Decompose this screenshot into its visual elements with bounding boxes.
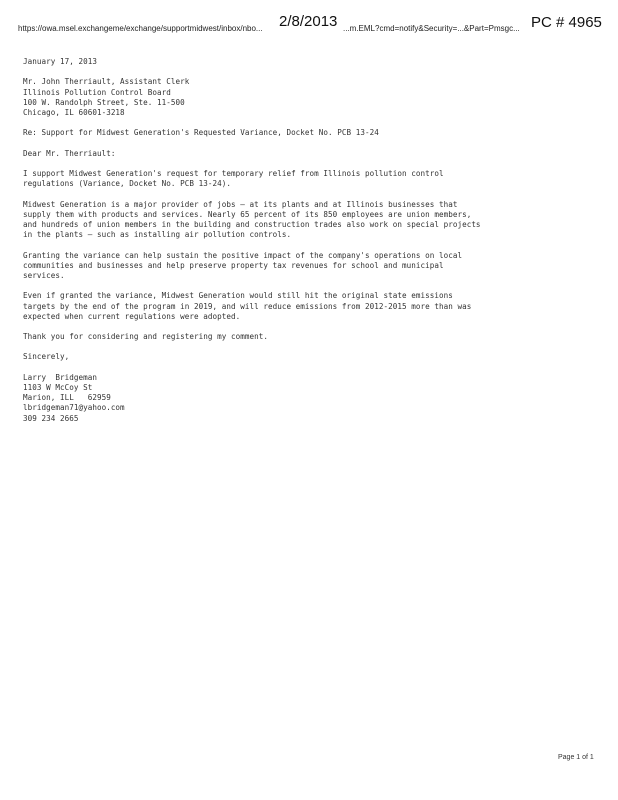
letter-date: January 17, 2013 <box>23 57 97 66</box>
paragraph-line: in the plants – such as installing air pollution controls. <box>23 230 292 240</box>
paragraph-line: Midwest Generation is a major provider of jobs – at its plants and at Illinois businesses that <box>23 199 458 209</box>
signature-email: lbridgeman71@yahoo.com <box>23 403 125 413</box>
paragraph-line: expected when current regulations were adopted. <box>23 311 241 321</box>
paragraph <box>23 251 583 282</box>
signature-city: Marion, ILL 62959 <box>23 393 111 403</box>
paragraph-line: Thank you for considering and registering my comment. <box>23 332 268 342</box>
paragraph-line: regulations (Variance, Docket No. PCB 13-24). <box>23 179 231 189</box>
print-url-left: https://owa.msel.exchangeme/exchange/supportmidwest/inbox/nbo... <box>18 24 263 33</box>
paragraph-line: targets by the end of the program in 2019, and will reduce emissions from 2012-2015 more than was <box>23 301 472 311</box>
signature-block <box>23 373 583 424</box>
paragraph-line: Granting the variance can help sustain the positive impact of the company's operations on local <box>23 250 463 260</box>
recipient-line: Chicago, IL 60601-3218 <box>23 107 125 117</box>
pc-number-stamp: PC # 4965 <box>531 14 602 31</box>
paragraph-line: Even if granted the variance, Midwest Generation would still hit the original state emissions <box>23 291 453 301</box>
paragraph <box>23 332 583 342</box>
closing: Sincerely, <box>23 352 70 362</box>
signature-phone: 309 234 2665 <box>23 413 79 423</box>
paragraph-line: services. <box>23 270 65 280</box>
recipient-line: Illinois Pollution Control Board <box>23 87 171 97</box>
paragraph-line: supply them with products and services. Nearly 65 percent of its 850 employees are union members, <box>23 209 472 219</box>
recipient-line: Mr. John Therriault, Assistant Clerk <box>23 77 190 87</box>
recipient-block <box>23 77 583 118</box>
paragraph-line: I support Midwest Generation's request for temporary relief from Illinois pollution control <box>23 169 444 179</box>
paragraph <box>23 291 583 322</box>
paragraph <box>23 169 583 189</box>
signature-name: Larry Bridgeman <box>23 372 97 382</box>
subject-line: Re: Support for Midwest Generation's Requested Variance, Docket No. PCB 13-24 <box>23 128 379 138</box>
print-url-right: ...m.EML?cmd=notify&Security=...&Part=Pmsgc... <box>343 24 520 33</box>
salutation: Dear Mr. Therriault: <box>23 148 116 158</box>
paragraph-line: and hundreds of union members in the building and construction trades also work on special projects <box>23 220 481 229</box>
page-number: Page 1 of 1 <box>558 754 594 761</box>
paragraph-line: communities and businesses and help preserve property tax revenues for school and municipal <box>23 260 444 270</box>
letter-body <box>23 57 583 424</box>
paragraph <box>23 200 583 241</box>
signature-address: 1103 W McCoy St <box>23 383 93 392</box>
received-date-stamp: 2/8/2013 <box>279 13 338 30</box>
recipient-line: 100 W. Randolph Street, Ste. 11-500 <box>23 97 185 107</box>
